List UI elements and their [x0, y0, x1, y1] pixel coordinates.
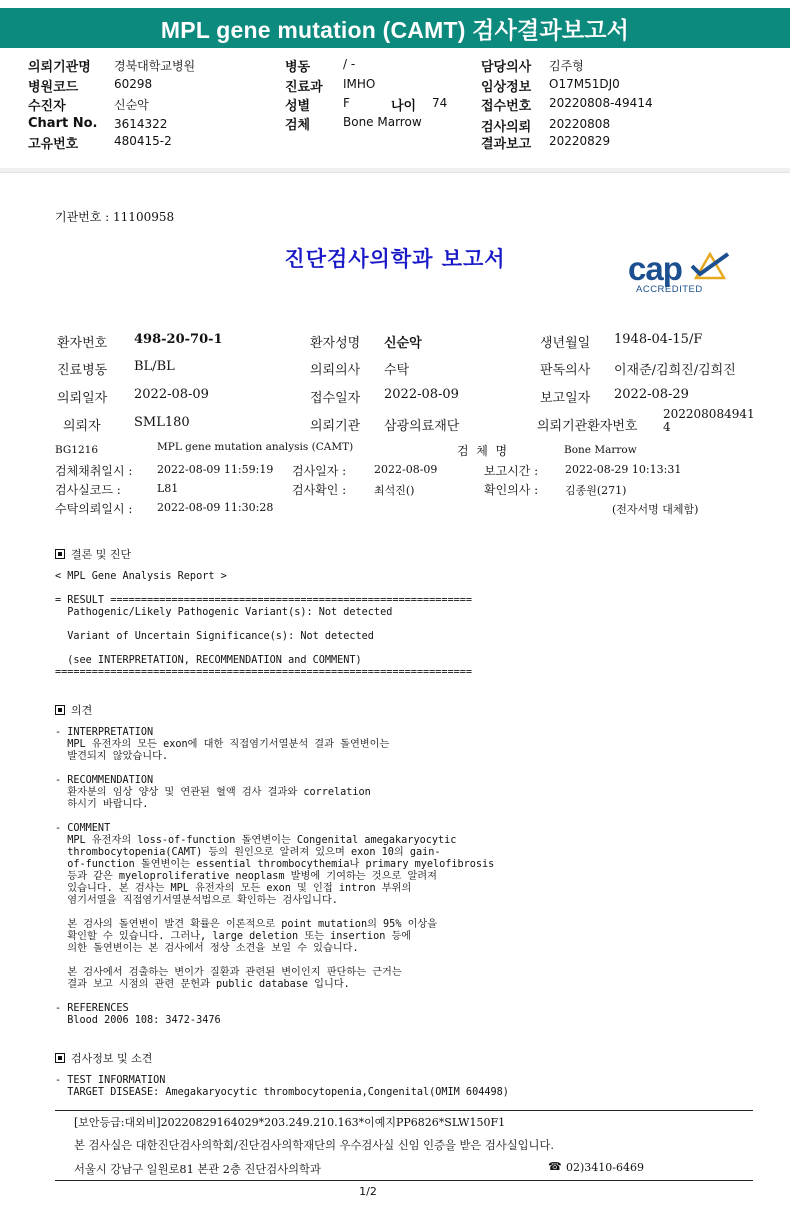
- ward-grid-label: 진료병동: [57, 363, 108, 378]
- sex-value: F: [343, 96, 350, 110]
- birth-value: 1948-04-15/F: [614, 332, 703, 347]
- patient-no-value: 498-20-70-1: [134, 332, 223, 347]
- birth-label: 생년월일: [540, 336, 591, 351]
- inst-patient-no-value: 202208084941 4: [663, 407, 755, 434]
- report-date-label: 결과보고: [481, 137, 532, 152]
- reading-doctor-label: 판독의사: [540, 363, 591, 378]
- hospital-label: 의뢰기관명: [28, 60, 91, 75]
- hospital-value: 경북대학교병원: [114, 59, 196, 73]
- confirm-doctor-value: 김종원(271): [565, 484, 627, 497]
- cap-check-icon: [690, 252, 730, 282]
- specimen-label: 검체: [285, 118, 311, 133]
- patient-name-value: 신순악: [384, 336, 422, 351]
- examinee-label: 수진자: [28, 99, 66, 114]
- confirm-value: 최석진(): [374, 484, 415, 497]
- address-line: 서울시 강남구 일원로81 본관 2층 진단검사의학과: [74, 1163, 321, 1176]
- footer-rule-top: [55, 1110, 753, 1111]
- request-date-value: 20220808: [549, 117, 611, 131]
- receipt-no-label: 접수번호: [481, 99, 532, 114]
- section-conclusion-title: 결론 및 진단: [71, 548, 132, 561]
- collect-time-value: 2022-08-09 11:59:19: [157, 463, 274, 476]
- department-value: IMHO: [343, 77, 376, 91]
- section-opinion-title: 의견: [71, 704, 93, 717]
- footer-rule-bottom: [55, 1180, 753, 1181]
- confirm-doctor-label: 확인의사 :: [484, 483, 539, 497]
- requester-label: 의뢰자: [63, 419, 101, 434]
- receipt-day-value: 2022-08-09: [384, 387, 459, 402]
- header-separator: [0, 168, 790, 173]
- department-label: 진료과: [285, 80, 323, 95]
- receipt-no-value: 20220808-49414: [549, 96, 653, 110]
- certification-line: 본 검사실은 대한진단검사의학회/진단검사의학재단의 우수검사실 신임 인증을 받은 검사실입니다.: [74, 1139, 554, 1152]
- requesting-doctor-label: 의뢰의사: [310, 363, 361, 378]
- requesting-doctor-value: 수탁: [384, 363, 410, 378]
- request-day-value: 2022-08-09: [134, 387, 209, 402]
- report-date-value: 20220829: [549, 134, 611, 148]
- reading-doctor-value: 이재준/김희진/김희진: [614, 363, 736, 378]
- inst-patient-no-label: 의뢰기관환자번호: [537, 419, 638, 434]
- section-square-icon: [55, 549, 65, 559]
- cap-logo-accredited: ACCREDITED: [636, 284, 703, 295]
- exam-date-value: 2022-08-09: [374, 463, 438, 476]
- exam-date-label: 검사일자 :: [292, 464, 347, 478]
- report-title-bar: [0, 8, 790, 48]
- unique-no-value: 480415-2: [114, 134, 172, 148]
- confirm-label: 검사확인 :: [292, 483, 347, 497]
- section-square-icon: [55, 705, 65, 715]
- test-specimen-label: 검 체 명: [457, 444, 508, 458]
- report-day-value: 2022-08-29: [614, 387, 689, 402]
- clinical-info-label: 임상정보: [481, 80, 532, 95]
- report-title: MPL gene mutation (CAMT) 검사결과보고서: [160, 16, 630, 43]
- esign-note: (전자서명 대체함): [612, 503, 699, 516]
- document-title: 진단검사의학과 보고서: [284, 247, 506, 271]
- patient-no-label: 환자번호: [57, 336, 108, 351]
- clinical-info-value: O17M51DJ0: [549, 77, 620, 91]
- hospital-code-label: 병원코드: [28, 80, 79, 95]
- hospital-code-value: 60298: [114, 77, 153, 91]
- security-line: [보안등급:대외비]20220829164029*203.249.210.163*이예지PP6826*SLW150F1: [74, 1116, 506, 1129]
- section-conclusion: [55, 546, 131, 562]
- cap-logo-word: cap: [628, 250, 682, 287]
- age-label: 나이: [391, 99, 417, 114]
- section-square-icon: [55, 1053, 65, 1063]
- section-opinion: [55, 702, 92, 718]
- requester-value: SML180: [134, 415, 190, 430]
- request-day-label: 의뢰일자: [57, 391, 108, 406]
- doctor-value: 김주형: [549, 59, 584, 73]
- test-specimen-value: Bone Marrow: [564, 444, 637, 456]
- lab-code-label: 검사실코드 :: [55, 483, 121, 497]
- section-testinfo: [55, 1050, 152, 1066]
- receipt-time-label: 수탁의뢰일시 :: [55, 502, 133, 516]
- doctor-label: 담당의사: [481, 60, 532, 75]
- cap-accredited-logo: [628, 250, 728, 298]
- ward-label: 병동: [285, 60, 311, 75]
- opinion-block: - INTERPRETATION MPL 유전자의 모든 exon에 대한 직접염기서열분석 결과 돌연변이는 발견되지 않았습니다. - RECOMMENDATION 환자분의 임상 양상 및 연관된 혈액 검사 결과와 correlation 하시기 바랍니다. - COMMENT MPL 유전자의 loss-of-function 돌연변이는 Congenital amegakaryocytic thrombocytopenia(CAMT) 등의 원인으로 알려져 있으며 exon 10의 gain- of-function 돌연변이는 essential thrombocythemia나 primary myelofibrosis 등과 같은 myeloproliferative neoplasm 발병에 기여하는 것으로 알려져 있습니다. 본 검사는 MPL 유전자의 모든 exon 및 인접 intron 부위의 염기서열을 직접염기서열분석법으로 확인하는 검사입니다. 본 검사의 돌연변이 발견 확률은 이론적으로 point mutation의 95% 이상을 확인할 수 있습니다. 그러나, large deletion 또는 insertion 등에 의한 돌연변이는 본 검사에서 정상 소견을 보일 수 있습니다. 본 검사에서 검출하는 변이가 질환과 관련된 변이인지 판단하는 근거는 결과 보고 시점의 관련 문헌과 public database 입니다. - REFERENCES Blood 2006 108: 3472-3476: [55, 727, 495, 1026]
- unique-no-label: 고유번호: [28, 137, 79, 152]
- page-number: 1/2: [359, 1185, 377, 1198]
- section-testinfo-title: 검사정보 및 소견: [71, 1052, 153, 1065]
- result-block: < MPL Gene Analysis Report > = RESULT =========================================================== Pathogenic/Likely Pathogenic Variant(s): Not detected Variant of Uncertain Significance(s): Not detected (see INTERPRETATION, RECOMMENDATION and COMMENT) ====================================================================: [55, 571, 473, 678]
- test-code: BG1216: [55, 444, 99, 456]
- test-name: MPL gene mutation analysis (CAMT): [157, 441, 354, 453]
- patient-name-label: 환자성명: [310, 336, 361, 351]
- ward-grid-value: BL/BL: [134, 359, 175, 374]
- ward-value: / -: [343, 57, 356, 71]
- testinfo-block: - TEST INFORMATION TARGET DISEASE: Amegakaryocytic thrombocytopenia,Congenital(OMIM 604498): [55, 1075, 509, 1098]
- requesting-inst-label: 의뢰기관: [310, 419, 361, 434]
- examinee-value: 신순악: [114, 98, 149, 112]
- age-value: 74: [432, 96, 448, 110]
- phone-icon: ☎: [548, 1160, 562, 1173]
- report-time-value: 2022-08-29 10:13:31: [565, 463, 682, 476]
- chart-no-value: 3614322: [114, 117, 168, 131]
- sex-label: 성별: [285, 99, 311, 114]
- report-day-label: 보고일자: [540, 391, 591, 406]
- receipt-day-label: 접수일자: [310, 391, 361, 406]
- phone-number: 02)3410-6469: [566, 1161, 644, 1174]
- collect-time-label: 검체채취일시 :: [55, 464, 133, 478]
- institution-number: 기관번호 : 11100958: [55, 210, 175, 224]
- requesting-inst-value: 삼광의료재단: [384, 419, 460, 434]
- receipt-time-value: 2022-08-09 11:30:28: [157, 501, 274, 514]
- lab-code-value: L81: [157, 482, 179, 495]
- request-date-label: 검사의뢰: [481, 120, 532, 135]
- chart-no-label: Chart No.: [28, 116, 98, 131]
- specimen-value: Bone Marrow: [343, 115, 422, 129]
- report-time-label: 보고시간 :: [484, 464, 539, 478]
